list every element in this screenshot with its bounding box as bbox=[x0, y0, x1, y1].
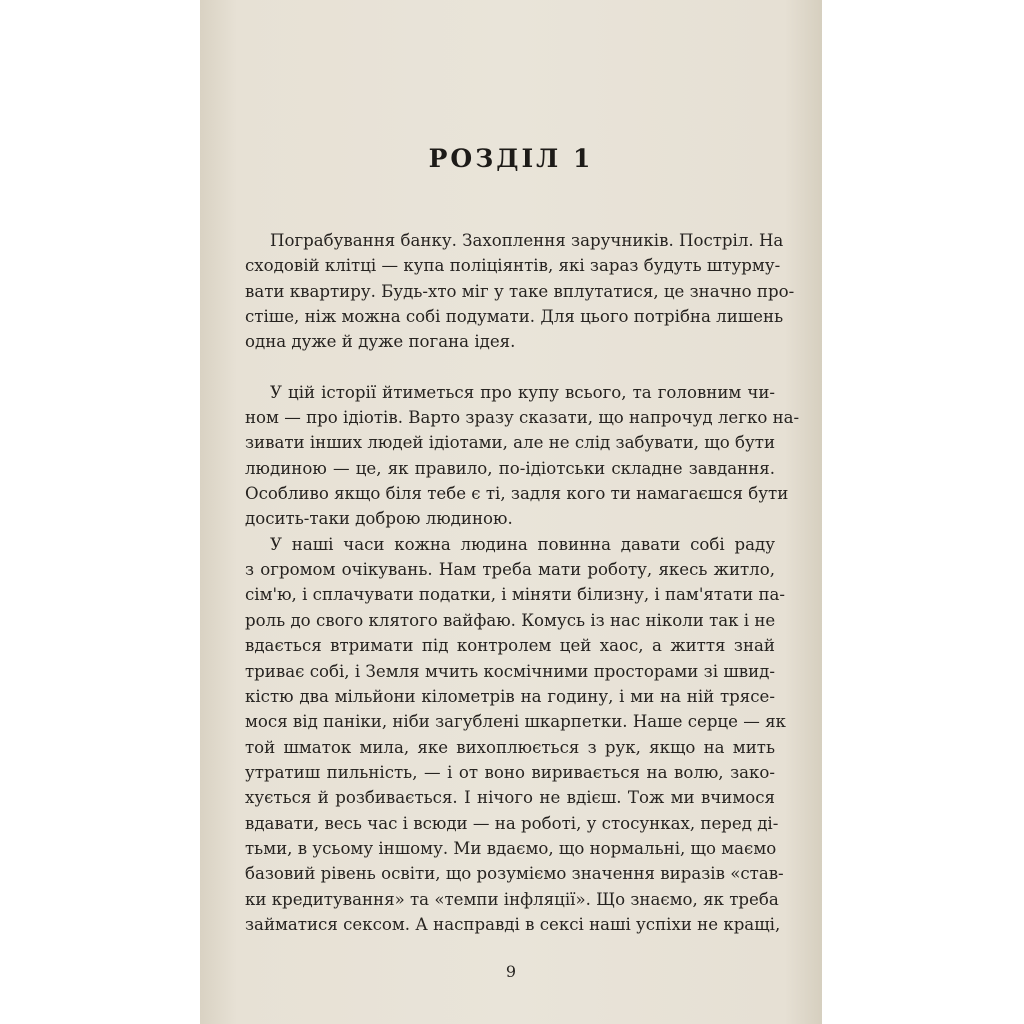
text-line: хується й розбивається. І нічого не вдієш. Тож ми вчимося bbox=[245, 788, 775, 808]
chapter-title: РОЗДІЛ 1 bbox=[428, 144, 594, 173]
text-line: займатися сексом. А насправді в сексі наші успіхи не кращі, bbox=[245, 914, 781, 934]
paragraph bbox=[245, 380, 800, 532]
text-line: зивати інших людей ідіотами, але не слід забувати, що бути bbox=[245, 433, 775, 453]
paragraph-gap bbox=[245, 355, 775, 380]
book-page bbox=[200, 0, 822, 1024]
text-line: вдається втримати під контролем цей хаос, а життя знай bbox=[245, 636, 775, 656]
text-line: У цій історії йтиметься про купу всього, та головним чи- bbox=[270, 382, 775, 402]
text-line: роль до свого клятого вайфаю. Комусь із нас ніколи так і не bbox=[245, 610, 776, 630]
paragraph bbox=[245, 228, 795, 355]
text-line: Особливо якщо біля тебе є ті, задля кого ти намагаєшся бути bbox=[245, 484, 789, 504]
text-line: сім'ю, і сплачувати податки, і міняти білизну, і пам'ятати па- bbox=[245, 585, 786, 605]
text-line: ки кредитування» та «темпи інфляції». Що знаємо, як треба bbox=[245, 889, 779, 909]
body-text bbox=[245, 228, 800, 937]
text-line: Пограбування банку. Захоплення заручників. Постріл. На bbox=[270, 231, 784, 250]
text-line: людиною — це, як правило, по-ідіотськи складне завдання. bbox=[245, 458, 775, 478]
text-line: утратиш пильність, — і от воно виривається на волю, зако- bbox=[245, 762, 775, 782]
text-line: вати квартиру. Будь-хто міг у таке вплутатися, це значно про- bbox=[245, 281, 795, 301]
text-line: стіше, ніж можна собі подумати. Для цього потрібна лишень bbox=[245, 307, 784, 327]
text-line: триває собі, і Земля мчить космічними просторами зі швид- bbox=[245, 661, 775, 681]
text-line: тьми, в усьому іншому. Ми вдаємо, що нормальні, що маємо bbox=[245, 838, 777, 858]
text-line: мося від паніки, ніби загублені шкарпетки. Наше серце — як bbox=[245, 712, 786, 732]
text-line: досить-таки доброю людиною. bbox=[245, 509, 513, 529]
text-line: вдавати, весь час і всюди — на роботі, у стосунках, перед ді- bbox=[245, 813, 779, 833]
text-line: сходовій клітці — купа поліціянтів, які зараз будуть штурму- bbox=[245, 256, 781, 276]
text-line: базовий рівень освіти, що розуміємо значення виразів «став- bbox=[245, 864, 784, 884]
text-line: ном — про ідіотів. Варто зразу сказати, що напрочуд легко на- bbox=[245, 408, 800, 428]
text-line: кістю два мільйони кілометрів на годину, і ми на ній трясе- bbox=[245, 686, 775, 706]
text-line: У наші часи кожна людина повинна давати собі раду bbox=[270, 534, 775, 554]
text-line: той шматок мила, яке вихоплюється з рук, якщо на мить bbox=[245, 737, 775, 757]
text-line: з огромом очікувань. Нам треба мати роботу, якесь житло, bbox=[245, 560, 775, 580]
paragraph bbox=[245, 532, 786, 938]
text-line: одна дуже й дуже погана ідея. bbox=[245, 332, 516, 352]
page-number: 9 bbox=[505, 962, 517, 981]
